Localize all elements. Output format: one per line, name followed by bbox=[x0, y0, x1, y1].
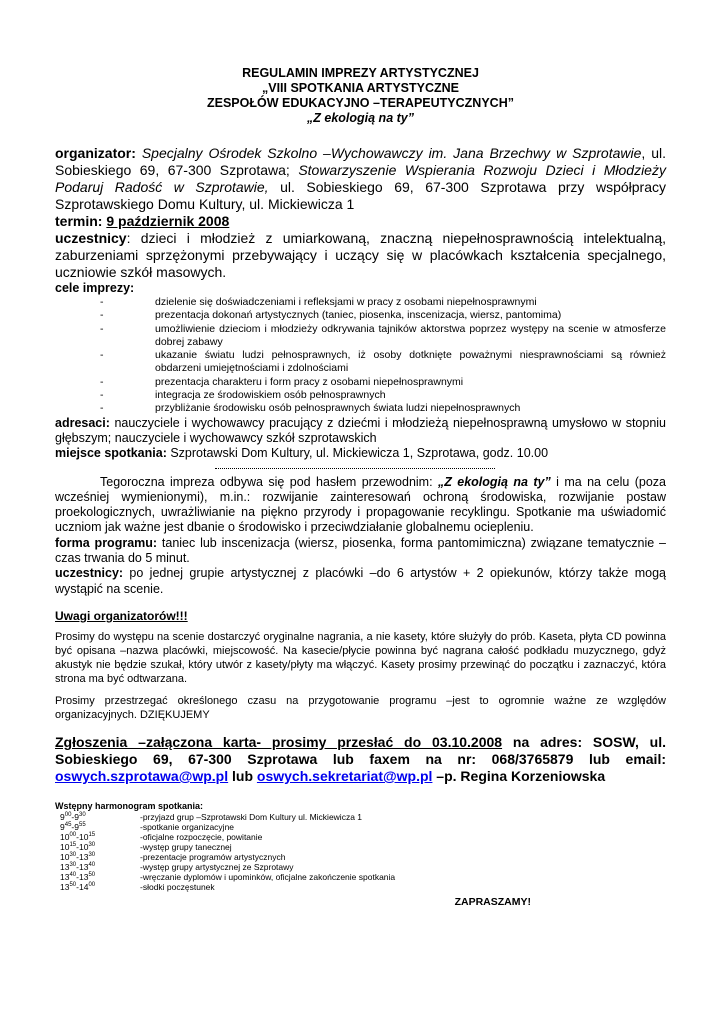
time-end-hour: 10 bbox=[79, 831, 89, 842]
time-start-minute: 00 bbox=[69, 831, 77, 838]
association-address: ul. Sobieskiego 69, 67-300 Szprotawa przy współpracy Szprotawskiego Domu Kultury, ul. Mickiewicza 1 bbox=[55, 179, 666, 212]
date-line bbox=[55, 213, 666, 230]
time-end-hour: 14 bbox=[79, 881, 89, 892]
schedule-time: $13^{40}-13^{50}$ bbox=[60, 871, 96, 882]
schedule-row bbox=[60, 852, 395, 862]
time-start-hour: 9 bbox=[60, 821, 65, 832]
venue-label: miejsce spotkania: bbox=[55, 446, 167, 461]
goal-item bbox=[55, 323, 666, 350]
header-event: „VIII SPOTKANIA ARTYSTYCZNE bbox=[261, 81, 459, 95]
schedule-row bbox=[60, 842, 395, 852]
document-header bbox=[55, 66, 666, 126]
goal-bullet: - bbox=[100, 375, 104, 388]
description-text: i ma na celu (poza wcześniej wymienionymi), m.in.: rozwijanie zainteresowań ochroną środowiska, rozwijanie postaw proekologicznych, uwrażliwianie na piękno przyrody i propagowanie recyklingu. Spotkanie ma uświadomić uczniom jak ważne jest dbanie o środowisko i przeciwdziałanie globalnemu ociepleniu. bbox=[55, 474, 667, 535]
organizer-address: , ul. Sobieskiego 69, 67-300 Szprotawa; bbox=[55, 145, 667, 178]
time-start-minute: 40 bbox=[69, 871, 77, 878]
schedule-description: -wręczanie dyplomów i upominków, oficjalne zakończenie spotkania bbox=[140, 871, 396, 882]
schedule-description: -słodki poczęstunek bbox=[140, 881, 215, 892]
time-start-hour: 13 bbox=[60, 871, 70, 882]
addressees-text: nauczyciele i wychowawcy pracujący z dziećmi i młodzieżą niepełnosprawną umysłowo w stopniu głębszym; nauczyciele i wychowawcy szkół szprotawskich bbox=[55, 415, 666, 445]
time-start-hour: 10 bbox=[60, 841, 70, 852]
goals-label: cele imprezy: bbox=[55, 281, 135, 295]
goal-text: ukazanie światu ludzi pełnosprawnych, iż osoby dotknięte poważnymi niesprawnościami są również obdarzeni umiejętnościami i zdolnościami bbox=[155, 349, 666, 375]
venue-text: Szprotawski Dom Kultury, ul. Mickiewicza 1, Szprotawa, godz. 10.00 bbox=[166, 446, 549, 461]
time-start-minute: 15 bbox=[69, 841, 77, 848]
goal-text: integracja ze środowiskiem osób pełnosprawnych bbox=[155, 389, 386, 402]
goal-bullet: - bbox=[100, 322, 104, 335]
time-end-minute: 30 bbox=[79, 811, 86, 818]
dotted-divider bbox=[215, 468, 495, 469]
goal-text: przybliżanie środowisku osób pełnosprawnych świata ludzi niepełnosprawnych bbox=[155, 402, 521, 415]
group-label: uczestnicy: bbox=[55, 566, 124, 581]
schedule-row bbox=[60, 812, 395, 822]
goal-item bbox=[55, 376, 666, 389]
schedule-description: -spotkanie organizacyjne bbox=[140, 821, 235, 832]
schedule-time: $13^{50}-14^{00}$ bbox=[60, 881, 96, 892]
schedule-description: -oficjalne rozpoczęcie, powitanie bbox=[140, 831, 263, 842]
schedule-row bbox=[60, 882, 395, 892]
notes-paragraph-2: Prosimy przestrzegać określonego czasu na przygotowanie programu –jest to ogromnie ważne ze względów organizacyjnych. DZIĘKUJEMY bbox=[55, 694, 666, 721]
description-intro: Tegoroczna impreza odbywa się pod hasłem przewodnim: bbox=[100, 474, 438, 489]
schedule-time: $9^{45}-9^{55}$ bbox=[60, 821, 86, 832]
time-end-minute: 55 bbox=[79, 821, 86, 828]
schedule-description: -przyjazd grup –Szprotawski Dom Kultury ul. Mickiewicza 1 bbox=[140, 811, 363, 822]
organizer-name: Specjalny Ośrodek Szkolno –Wychowawczy im. Jana Brzechwy w Szprotawie bbox=[141, 145, 642, 161]
goal-bullet: - bbox=[100, 349, 104, 362]
time-end-hour: 9 bbox=[74, 821, 79, 832]
form-paragraph bbox=[55, 536, 666, 567]
time-end-minute: 50 bbox=[88, 871, 96, 878]
schedule-description: -występ grupy tanecznej bbox=[140, 841, 232, 852]
goal-text: prezentacja dokonań artystycznych (taniec, piosenka, inscenizacja, wiersz, pantomima) bbox=[155, 309, 562, 322]
participants-text: : dzieci i młodzież z umiarkowaną, znaczną niepełnosprawnością intelektualną, zaburzeniami sprzężonymi przebywający i uczący się w placówkach kształcenia specjalnego, uczniowie szkół masowych. bbox=[55, 230, 666, 280]
goal-text: dzielenie się doświadczeniami i refleksjami w pracy z osobami niepełnosprawnymi bbox=[155, 296, 537, 308]
schedule-description: -występ grupy artystycznej ze Szprotawy bbox=[140, 861, 294, 872]
time-start-minute: 30 bbox=[69, 851, 77, 858]
goal-item bbox=[55, 309, 666, 322]
header-motto: „Z ekologią na ty” bbox=[307, 111, 414, 125]
description-motto: „Z ekologią na ty” bbox=[437, 474, 551, 489]
contact-person: –p. Regina Korzeniowska bbox=[432, 767, 606, 784]
date-label: termin: bbox=[55, 213, 107, 229]
email-link-secretariat[interactable]: oswych.sekretariat@wp.pl bbox=[256, 767, 433, 784]
time-end-minute: 30 bbox=[88, 841, 96, 848]
time-start-hour: 10 bbox=[60, 831, 70, 842]
registration-deadline: Zgłoszenia –załączona karta- prosimy przesłać do 03.10.2008 bbox=[55, 733, 503, 750]
organizer-paragraph bbox=[55, 145, 666, 213]
venue-paragraph bbox=[55, 446, 666, 461]
schedule-row bbox=[60, 862, 395, 872]
time-start-minute: 45 bbox=[64, 821, 72, 828]
registration-paragraph bbox=[55, 734, 666, 785]
time-start-minute: 30 bbox=[69, 861, 77, 868]
goal-text: prezentacja charakteru i form pracy z osobami niepełnosprawnymi bbox=[155, 375, 464, 388]
group-text: po jednej grupie artystycznej z placówki –do 6 artystów + 2 opiekunów, którzy także mogą wystąpić na scenie. bbox=[55, 566, 666, 596]
time-end-hour: 9 bbox=[74, 811, 79, 822]
schedule-row bbox=[60, 872, 395, 882]
schedule-time: $9^{00}-9^{30}$ bbox=[60, 811, 86, 822]
participants-paragraph bbox=[55, 230, 666, 281]
date-value: 9 październik 2008 bbox=[106, 213, 230, 229]
time-end-hour: 13 bbox=[79, 851, 89, 862]
goal-bullet: - bbox=[100, 296, 104, 308]
schedule-description: -prezentacje programów artystycznych bbox=[140, 851, 286, 862]
goal-item bbox=[55, 349, 666, 376]
time-start-minute: 00 bbox=[64, 811, 72, 818]
notes-title: Uwagi organizatorów!!! bbox=[55, 608, 188, 623]
time-start-hour: 9 bbox=[60, 811, 65, 822]
form-label: forma programu: bbox=[55, 535, 158, 550]
header-subtitle: ZESPOŁÓW EDUKACYJNO –TERAPEUTYCZNYCH” bbox=[207, 96, 514, 110]
description-paragraph bbox=[55, 475, 666, 536]
time-end-hour: 13 bbox=[79, 861, 89, 872]
association-name: Stowarzyszenie Wspierania Rozwoju Dzieci i Młodzieży Podaruj Radość w Szprotawie, bbox=[55, 162, 666, 195]
goal-bullet: - bbox=[100, 402, 104, 415]
goals-list bbox=[55, 296, 666, 416]
notes-paragraph-1: Prosimy do występu na scenie dostarczyć oryginalne nagrania, a nie kasety, które służyły do prób. Kaseta, płyta CD powinna być opisana –nazwa placówki, miejscowość. Na kasecie/płycie powinna być nagrana całość podkładu muzycznego, gdyż akustyk nie będzie szukał, który utwór z kasety/płyty ma włączyć. Kasety prosimy przewinąć do początku i zaznaczyć, która strona ma być odtwarzana. bbox=[55, 630, 666, 685]
schedule-time: $10^{15}-10^{30}$ bbox=[60, 841, 96, 852]
time-end-minute: 15 bbox=[88, 831, 96, 838]
schedule-table bbox=[60, 812, 395, 892]
goal-bullet: - bbox=[100, 309, 104, 322]
goal-bullet: - bbox=[100, 389, 104, 402]
goal-text: umożliwienie dzieciom i młodzieży odkrywania tajników aktorstwa poprzez występy na scenie w atmosferze dobrej zabawy bbox=[155, 322, 666, 348]
form-text: taniec lub inscenizacja (wiersz, piosenka, forma pantomimiczna) związane tematycznie –czas trwania do 5 minut. bbox=[55, 535, 666, 566]
email-separator: lub bbox=[228, 767, 257, 784]
goal-item bbox=[55, 402, 666, 415]
time-end-hour: 10 bbox=[79, 841, 89, 852]
closing-text: ZAPRASZAMY! bbox=[454, 895, 531, 908]
goal-item bbox=[55, 296, 666, 309]
schedule-time: $13^{30}-13^{40}$ bbox=[60, 861, 96, 872]
schedule-time: $10^{00}-10^{15}$ bbox=[60, 831, 96, 842]
organizer-label: organizator: bbox=[55, 145, 136, 161]
header-title: REGULAMIN IMPREZY ARTYSTYCZNEJ bbox=[242, 66, 479, 80]
time-end-minute: 40 bbox=[88, 861, 96, 868]
time-end-minute: 30 bbox=[88, 851, 96, 858]
group-paragraph bbox=[55, 566, 666, 597]
addressees-paragraph bbox=[55, 416, 666, 447]
goal-item bbox=[55, 389, 666, 402]
time-start-hour: 10 bbox=[60, 851, 70, 862]
schedule-row bbox=[60, 832, 395, 842]
time-start-hour: 13 bbox=[60, 881, 70, 892]
schedule-title: Wstępny harmonogram spotkania: bbox=[55, 800, 204, 811]
schedule-row bbox=[60, 822, 395, 832]
participants-label: uczestnicy bbox=[55, 230, 127, 246]
registration-address: na adres: SOSW, ul. Sobieskiego 69, 67-300 Szprotawa lub faxem na nr: 068/3765879 lub email: bbox=[55, 733, 666, 767]
time-start-hour: 13 bbox=[60, 861, 70, 872]
email-link-primary[interactable]: oswych.szprotawa@wp.pl bbox=[55, 767, 229, 784]
time-start-minute: 50 bbox=[69, 881, 77, 888]
schedule-time: $10^{30}-13^{30}$ bbox=[60, 851, 96, 862]
time-end-hour: 13 bbox=[79, 871, 89, 882]
addressees-label: adresaci: bbox=[55, 415, 110, 430]
time-end-minute: 00 bbox=[88, 881, 96, 888]
